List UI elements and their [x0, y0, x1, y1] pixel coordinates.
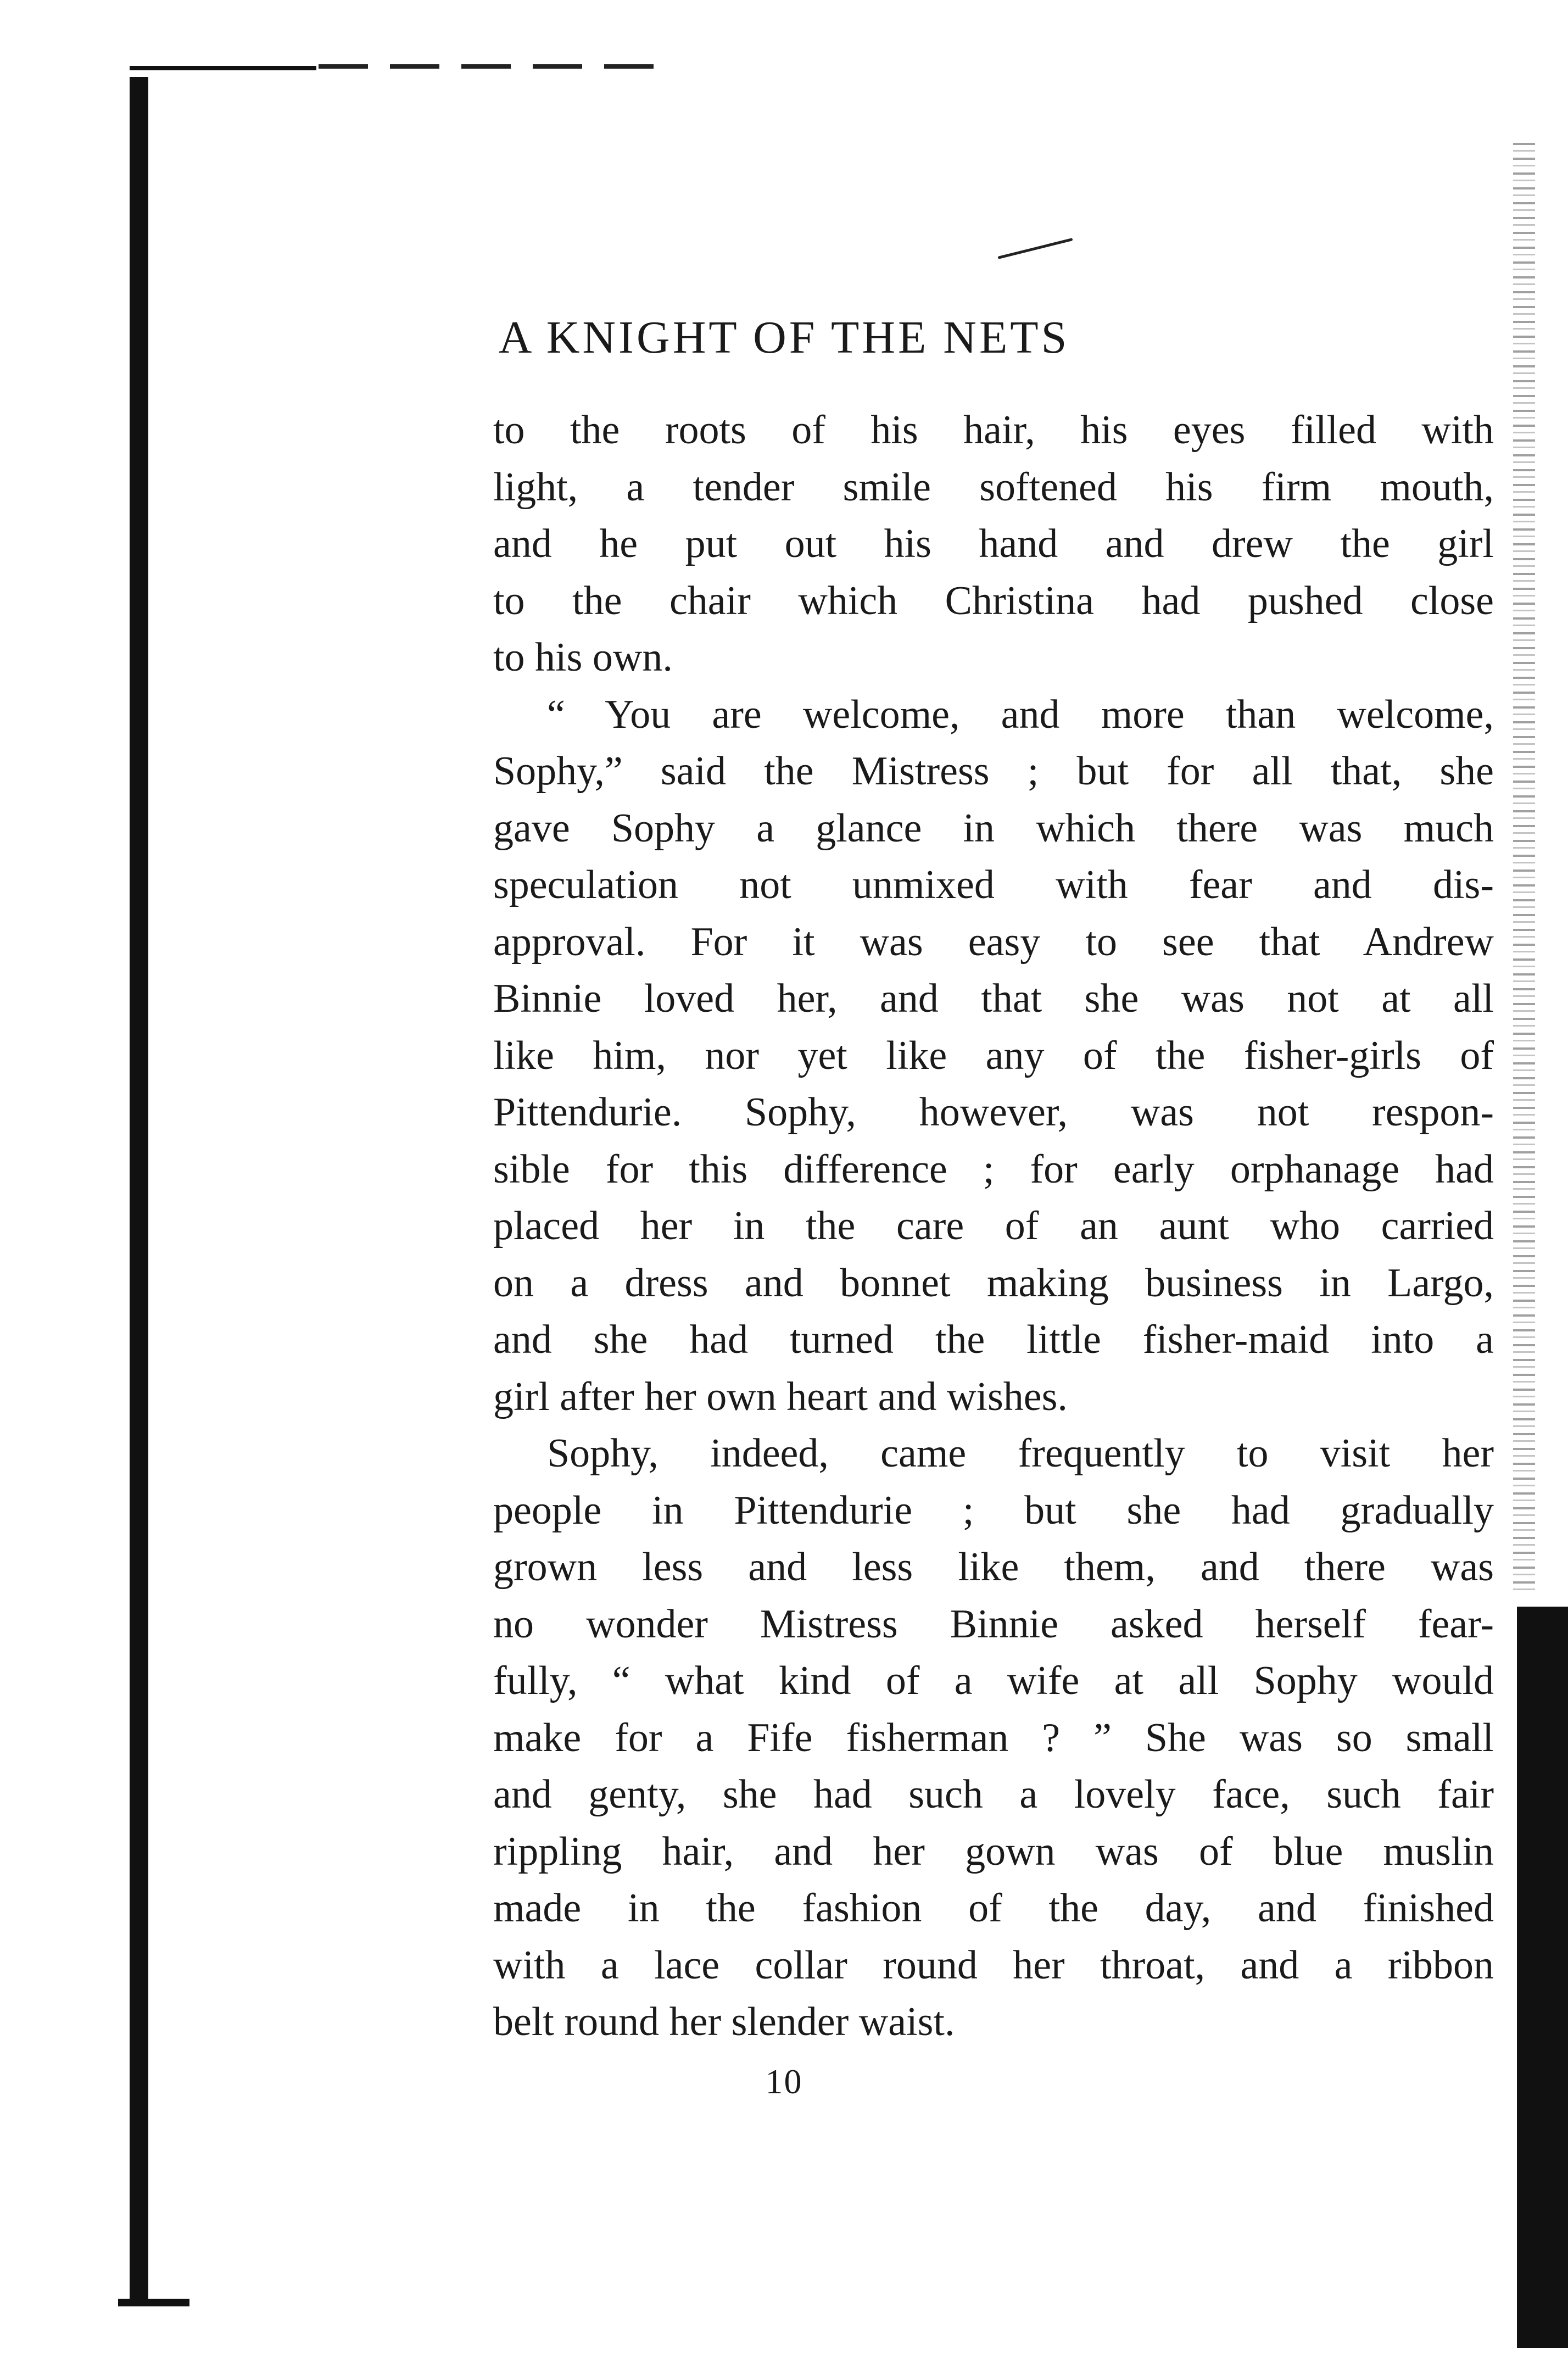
scan-binding-edge [130, 77, 148, 2301]
text-line: girl after her own heart and wishes. [493, 1374, 1068, 1419]
text-line: and genty, she had such a lovely face, such fair [493, 1772, 1494, 1817]
text-line: Pittendurie. Sophy, however, was not respon- [493, 1090, 1494, 1135]
text-line: and she had turned the little fisher-maid into a [493, 1317, 1494, 1362]
text-line: to the chair which Christina had pushed close [493, 578, 1494, 623]
scan-page-edge-shadow [1517, 1607, 1568, 2348]
scan-edge-dashes [319, 64, 659, 69]
text-line: and he put out his hand and drew the girl [493, 521, 1494, 566]
scan-binding-edge-bottom [118, 2299, 189, 2306]
text-line: Sophy, indeed, came frequently to visit her [547, 1431, 1494, 1476]
text-line: speculation not unmixed with fear and dis- [493, 862, 1494, 907]
text-line: rippling hair, and her gown was of blue muslin [493, 1829, 1494, 1874]
page-number: 10 [765, 2062, 803, 2101]
body-text [493, 402, 1494, 2051]
paragraph [493, 1425, 1494, 2051]
text-line: Binnie loved her, and that she was not at all [493, 976, 1494, 1021]
text-line: approval. For it was easy to see that Andrew [493, 919, 1494, 965]
pencil-mark [997, 238, 1073, 259]
text-line: Sophy,” said the Mistress ; but for all that, she [493, 749, 1494, 794]
text-line: sible for this difference ; for early orphanage had [493, 1146, 1494, 1192]
text-line: grown less and less like them, and there was [493, 1545, 1494, 1590]
scan-binding-edge-top [130, 66, 316, 70]
text-line: no wonder Mistress Binnie asked herself fear- [493, 1601, 1494, 1647]
text-line: to the roots of his hair, his eyes filled with [493, 408, 1494, 453]
text-line: to his own. [493, 635, 673, 680]
text-line: “ You are welcome, and more than welcome, [547, 692, 1494, 737]
running-head: A KNIGHT OF THE NETS [498, 312, 1070, 363]
text-line: fully, “ what kind of a wife at all Sophy would [493, 1658, 1494, 1703]
text-line: make for a Fife fisherman ? ” She was so small [493, 1715, 1494, 1760]
text-line: people in Pittendurie ; but she had gradually [493, 1487, 1494, 1533]
text-line: gave Sophy a glance in which there was much [493, 805, 1494, 851]
text-line: like him, nor yet like any of the fisher-girls of [493, 1033, 1494, 1078]
text-line: light, a tender smile softened his firm mouth, [493, 464, 1494, 510]
text-line: placed her in the care of an aunt who carried [493, 1203, 1494, 1248]
text-line: belt round her slender waist. [493, 1999, 955, 2044]
text-line: on a dress and bonnet making business in Largo, [493, 1260, 1494, 1306]
paragraph [493, 687, 1494, 1426]
text-line: made in the fashion of the day, and finished [493, 1886, 1494, 1931]
text-line: with a lace collar round her throat, and a ribbon [493, 1942, 1494, 1988]
paragraph [493, 402, 1494, 687]
